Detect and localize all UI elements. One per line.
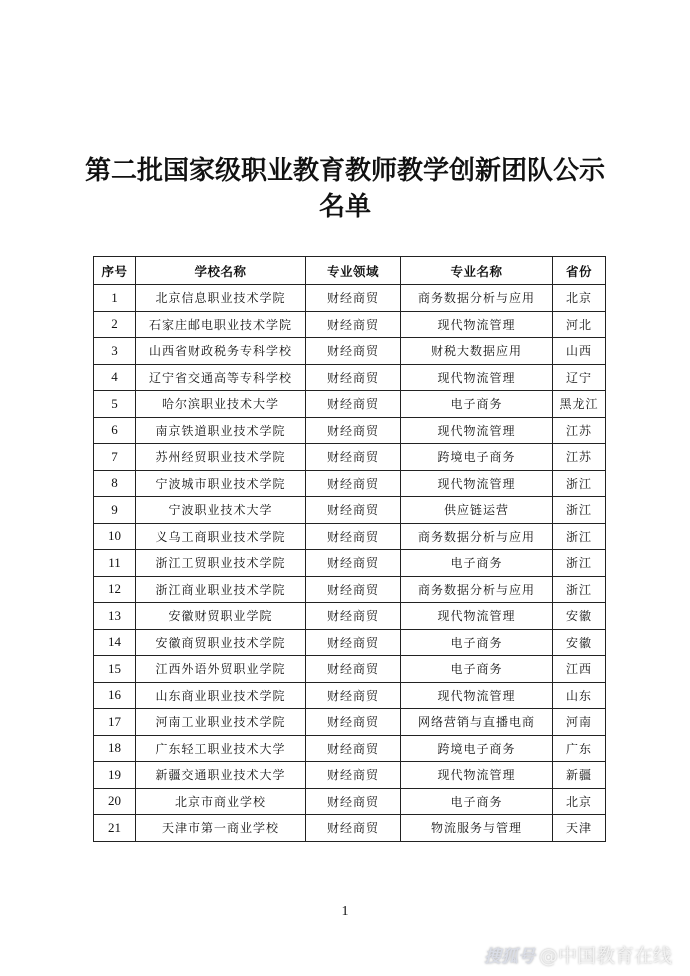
- cell-school-name: 新疆交通职业技术大学: [136, 762, 306, 789]
- cell-field: 财经商贸: [306, 497, 401, 524]
- cell-field: 财经商贸: [306, 735, 401, 762]
- cell-school-name: 天津市第一商业学校: [136, 815, 306, 842]
- cell-school-name: 宁波职业技术大学: [136, 497, 306, 524]
- cell-major: 现代物流管理: [401, 603, 553, 630]
- table-row: [94, 682, 606, 709]
- cell-province: 新疆: [553, 762, 606, 789]
- page-title: [0, 153, 690, 225]
- table-row: [94, 285, 606, 312]
- cell-field: 财经商贸: [306, 550, 401, 577]
- cell-field: 财经商贸: [306, 523, 401, 550]
- cell-major: 现代物流管理: [401, 417, 553, 444]
- table-row: [94, 709, 606, 736]
- cell-province: 天津: [553, 815, 606, 842]
- cell-school-name: 江西外语外贸职业学院: [136, 656, 306, 683]
- cell-index: 16: [94, 682, 136, 709]
- table-row: [94, 576, 606, 603]
- cell-major: 跨境电子商务: [401, 444, 553, 471]
- cell-index: 13: [94, 603, 136, 630]
- cell-province: 江苏: [553, 444, 606, 471]
- cell-field: 财经商贸: [306, 656, 401, 683]
- cell-field: 财经商贸: [306, 285, 401, 312]
- cell-major: 电子商务: [401, 788, 553, 815]
- cell-major: 网络营销与直播电商: [401, 709, 553, 736]
- cell-field: 财经商贸: [306, 709, 401, 736]
- cell-province: 北京: [553, 285, 606, 312]
- cell-index: 17: [94, 709, 136, 736]
- cell-index: 11: [94, 550, 136, 577]
- cell-school-name: 苏州经贸职业技术学院: [136, 444, 306, 471]
- cell-index: 2: [94, 311, 136, 338]
- cell-province: 山西: [553, 338, 606, 365]
- cell-province: 河北: [553, 311, 606, 338]
- table-row: [94, 603, 606, 630]
- cell-field: 财经商贸: [306, 815, 401, 842]
- cell-index: 14: [94, 629, 136, 656]
- cell-province: 江苏: [553, 417, 606, 444]
- table-row: [94, 364, 606, 391]
- cell-index: 21: [94, 815, 136, 842]
- cell-school-name: 山西省财政税务专科学校: [136, 338, 306, 365]
- cell-major: 电子商务: [401, 550, 553, 577]
- table-row: [94, 815, 606, 842]
- cell-field: 财经商贸: [306, 762, 401, 789]
- cell-province: 浙江: [553, 550, 606, 577]
- cell-index: 7: [94, 444, 136, 471]
- cell-school-name: 南京铁道职业技术学院: [136, 417, 306, 444]
- table-body: [94, 285, 606, 842]
- cell-index: 20: [94, 788, 136, 815]
- cell-major: 现代物流管理: [401, 682, 553, 709]
- cell-province: 浙江: [553, 470, 606, 497]
- cell-index: 3: [94, 338, 136, 365]
- title-line-2: 名单: [318, 192, 371, 222]
- cell-field: 财经商贸: [306, 391, 401, 418]
- cell-province: 江西: [553, 656, 606, 683]
- table-row: [94, 497, 606, 524]
- cell-school-name: 安徽财贸职业学院: [136, 603, 306, 630]
- cell-index: 4: [94, 364, 136, 391]
- table-row: [94, 470, 606, 497]
- cell-major: 电子商务: [401, 391, 553, 418]
- table-row: [94, 762, 606, 789]
- header-field: 专业领域: [306, 257, 401, 285]
- table-row: [94, 788, 606, 815]
- cell-school-name: 浙江工贸职业技术学院: [136, 550, 306, 577]
- cell-index: 12: [94, 576, 136, 603]
- cell-index: 5: [94, 391, 136, 418]
- cell-school-name: 北京市商业学校: [136, 788, 306, 815]
- table-row: [94, 417, 606, 444]
- cell-province: 浙江: [553, 497, 606, 524]
- cell-school-name: 河南工业职业技术学院: [136, 709, 306, 736]
- table-row: [94, 656, 606, 683]
- table-row: [94, 550, 606, 577]
- cell-major: 现代物流管理: [401, 762, 553, 789]
- cell-field: 财经商贸: [306, 311, 401, 338]
- cell-school-name: 辽宁省交通高等专科学校: [136, 364, 306, 391]
- table-row: [94, 391, 606, 418]
- cell-major: 财税大数据应用: [401, 338, 553, 365]
- cell-index: 10: [94, 523, 136, 550]
- cell-province: 河南: [553, 709, 606, 736]
- cell-major: 商务数据分析与应用: [401, 576, 553, 603]
- cell-field: 财经商贸: [306, 338, 401, 365]
- table-header-row: [94, 257, 606, 285]
- table-row: [94, 629, 606, 656]
- cell-province: 浙江: [553, 523, 606, 550]
- table-row: [94, 523, 606, 550]
- table-row: [94, 735, 606, 762]
- team-list-table: [93, 256, 606, 842]
- cell-province: 山东: [553, 682, 606, 709]
- cell-province: 北京: [553, 788, 606, 815]
- cell-major: 电子商务: [401, 656, 553, 683]
- cell-field: 财经商贸: [306, 629, 401, 656]
- cell-school-name: 宁波城市职业技术学院: [136, 470, 306, 497]
- cell-field: 财经商贸: [306, 417, 401, 444]
- cell-school-name: 哈尔滨职业技术大学: [136, 391, 306, 418]
- cell-school-name: 山东商业职业技术学院: [136, 682, 306, 709]
- cell-index: 19: [94, 762, 136, 789]
- cell-field: 财经商贸: [306, 576, 401, 603]
- table-row: [94, 311, 606, 338]
- cell-major: 跨境电子商务: [401, 735, 553, 762]
- cell-field: 财经商贸: [306, 470, 401, 497]
- page-number: 1: [341, 904, 349, 919]
- cell-field: 财经商贸: [306, 788, 401, 815]
- watermark-account: @中国教育在线: [538, 945, 672, 967]
- cell-school-name: 义乌工商职业技术学院: [136, 523, 306, 550]
- watermark-platform: 搜狐号: [483, 947, 535, 967]
- cell-school-name: 广东轻工职业技术大学: [136, 735, 306, 762]
- cell-field: 财经商贸: [306, 364, 401, 391]
- cell-index: 1: [94, 285, 136, 312]
- table-row: [94, 444, 606, 471]
- cell-school-name: 北京信息职业技术学院: [136, 285, 306, 312]
- cell-major: 物流服务与管理: [401, 815, 553, 842]
- cell-field: 财经商贸: [306, 682, 401, 709]
- cell-school-name: 石家庄邮电职业技术学院: [136, 311, 306, 338]
- cell-index: 9: [94, 497, 136, 524]
- table-row: [94, 338, 606, 365]
- cell-index: 18: [94, 735, 136, 762]
- header-school-name: 学校名称: [136, 257, 306, 285]
- cell-major: 现代物流管理: [401, 364, 553, 391]
- cell-major: 供应链运营: [401, 497, 553, 524]
- cell-index: 8: [94, 470, 136, 497]
- cell-province: 安徽: [553, 603, 606, 630]
- cell-major: 商务数据分析与应用: [401, 523, 553, 550]
- cell-field: 财经商贸: [306, 603, 401, 630]
- cell-school-name: 浙江商业职业技术学院: [136, 576, 306, 603]
- cell-province: 广东: [553, 735, 606, 762]
- cell-province: 安徽: [553, 629, 606, 656]
- cell-field: 财经商贸: [306, 444, 401, 471]
- cell-index: 6: [94, 417, 136, 444]
- cell-school-name: 安徽商贸职业技术学院: [136, 629, 306, 656]
- cell-major: 电子商务: [401, 629, 553, 656]
- cell-index: 15: [94, 656, 136, 683]
- title-line-1: 第二批国家级职业教育教师教学创新团队公示: [84, 156, 605, 186]
- cell-major: 商务数据分析与应用: [401, 285, 553, 312]
- header-major: 专业名称: [401, 257, 553, 285]
- header-index: 序号: [94, 257, 136, 285]
- cell-province: 黑龙江: [553, 391, 606, 418]
- cell-major: 现代物流管理: [401, 470, 553, 497]
- cell-province: 辽宁: [553, 364, 606, 391]
- watermark: [484, 941, 672, 968]
- cell-province: 浙江: [553, 576, 606, 603]
- cell-major: 现代物流管理: [401, 311, 553, 338]
- header-province: 省份: [553, 257, 606, 285]
